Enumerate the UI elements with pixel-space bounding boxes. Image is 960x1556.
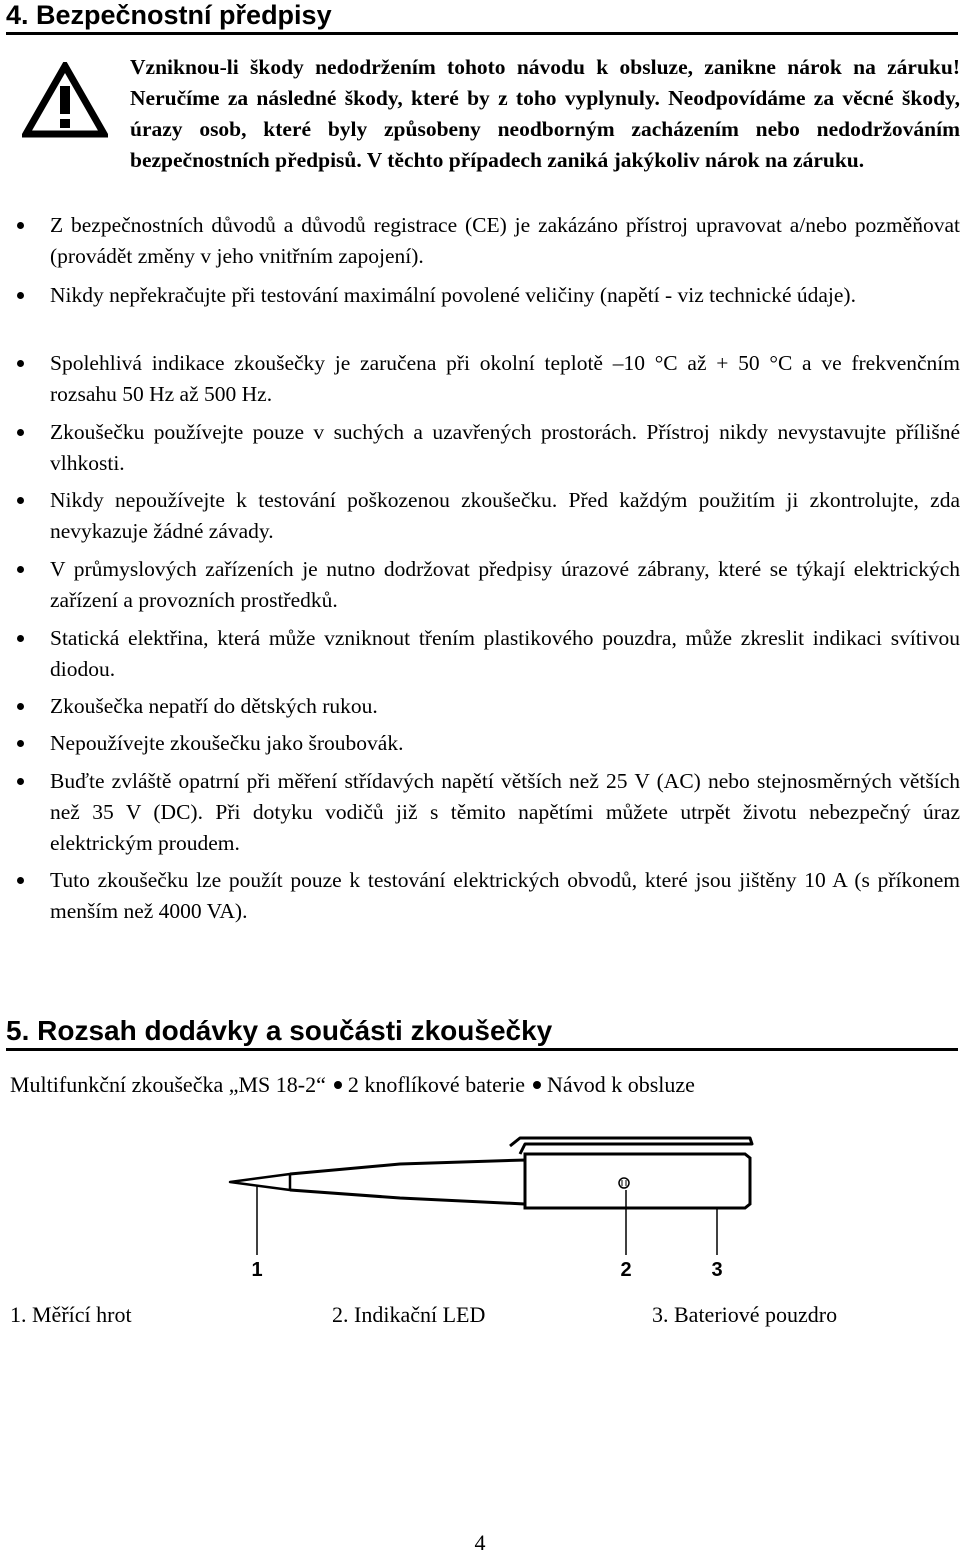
part-label-battery: 3. Bateriové pouzdro [652,1302,838,1327]
battery-cap [525,1154,750,1208]
list-item: Nikdy nepřekračujte při testování maximální povolené veličiny (napětí - viz technické údaje). [50,283,856,307]
list-item: Tuto zkoušečku lze použít pouze k testování elektrických obvodů, které jsou jištěny 10 A (s příkonem menším než 4000 VA). [50,868,960,923]
part-label-tip: 1. Měřící hrot [10,1302,132,1327]
tester-body [290,1160,525,1204]
section-4-heading: 4. Bezpečnostní předpisy [6,0,958,35]
scope-item: 2 knoflíkové baterie [347,1072,526,1097]
list-item: Zkoušečka nepatří do dětských rukou. [50,694,378,718]
diagram-number-1: 1 [251,1259,263,1281]
warning-triangle-icon [22,62,108,138]
scope-item: Návod k obsluze [547,1072,695,1097]
led-icon [619,1178,629,1188]
section-5-heading: 5. Rozsah dodávky a součásti zkoušečky [6,1016,958,1051]
part-label-led: 2. Indikační LED [332,1302,486,1327]
list-item: Buďte zvláště opatrní při měření střídavých napětí větších než 25 V (AC) nebo stejnosměrných větších než 35 V (DC). Při dotyku vodičů již s těmito napětími můžete utrpět životu nebezpečný úraz elektrickým proudem. [50,769,960,855]
list-item: Nikdy nepoužívejte k testování poškozenou zkoušečku. Před každým použitím ji zkontrolujte, zda nevykazuje žádné závady. [50,488,960,543]
list-item: Z bezpečnostních důvodů a důvodů registrace (CE) je zakázáno přístroj upravovat a/nebo pozměňovat (provádět změny v jeho vnitřním zapojení). [50,213,960,268]
list-item: Statická elektřina, která může vzniknout třením plastikového pouzdra, může zkreslit indikaci svítivou diodou. [50,626,960,681]
page-number: 4 [474,1530,486,1555]
tester-diagram [220,1130,760,1290]
list-item: Nepoužívejte zkoušečku jako šroubovák. [50,731,404,755]
scope-of-delivery [10,1070,950,1100]
pocket-clip [510,1138,752,1154]
scope-item: Multifunkční zkoušečka „MS 18-2“ [10,1072,326,1097]
probe-tip [230,1174,290,1190]
warning-text [130,52,960,176]
list-item: Spolehlivá indikace zkoušečky je zaručena při okolní teplotě –10 °C až + 50 °C a ve frekvenčním rozsahu 50 Hz až 500 Hz. [50,351,960,406]
bullet-icon [334,1081,342,1089]
bullet-icon [533,1081,541,1089]
list-item: Zkoušečku používejte pouze v suchých a uzavřených prostorách. Přístroj nikdy nevystavujte přílišné vlhkosti. [50,420,960,475]
diagram-number-3: 3 [711,1259,723,1281]
diagram-number-2: 2 [620,1259,632,1281]
warning-paragraph: Vzniknou-li škody nedodržením tohoto návodu k obsluze, zanikne nárok na záruku! Neručíme za následné škody, které by z toho vyplynuly. Neodpovídáme za věcné škody, úrazy osob, které byly způsobeny neodborným zacházením nebo nedodržováním bezpečnostních předpisů. V těchto případech zaniká jakýkoliv nárok na záruku. [130,55,960,172]
list-item: V průmyslových zařízeních je nutno dodržovat předpisy úrazové zábrany, které se týkají elektrických zařízení a provozních prostředků. [50,557,960,612]
